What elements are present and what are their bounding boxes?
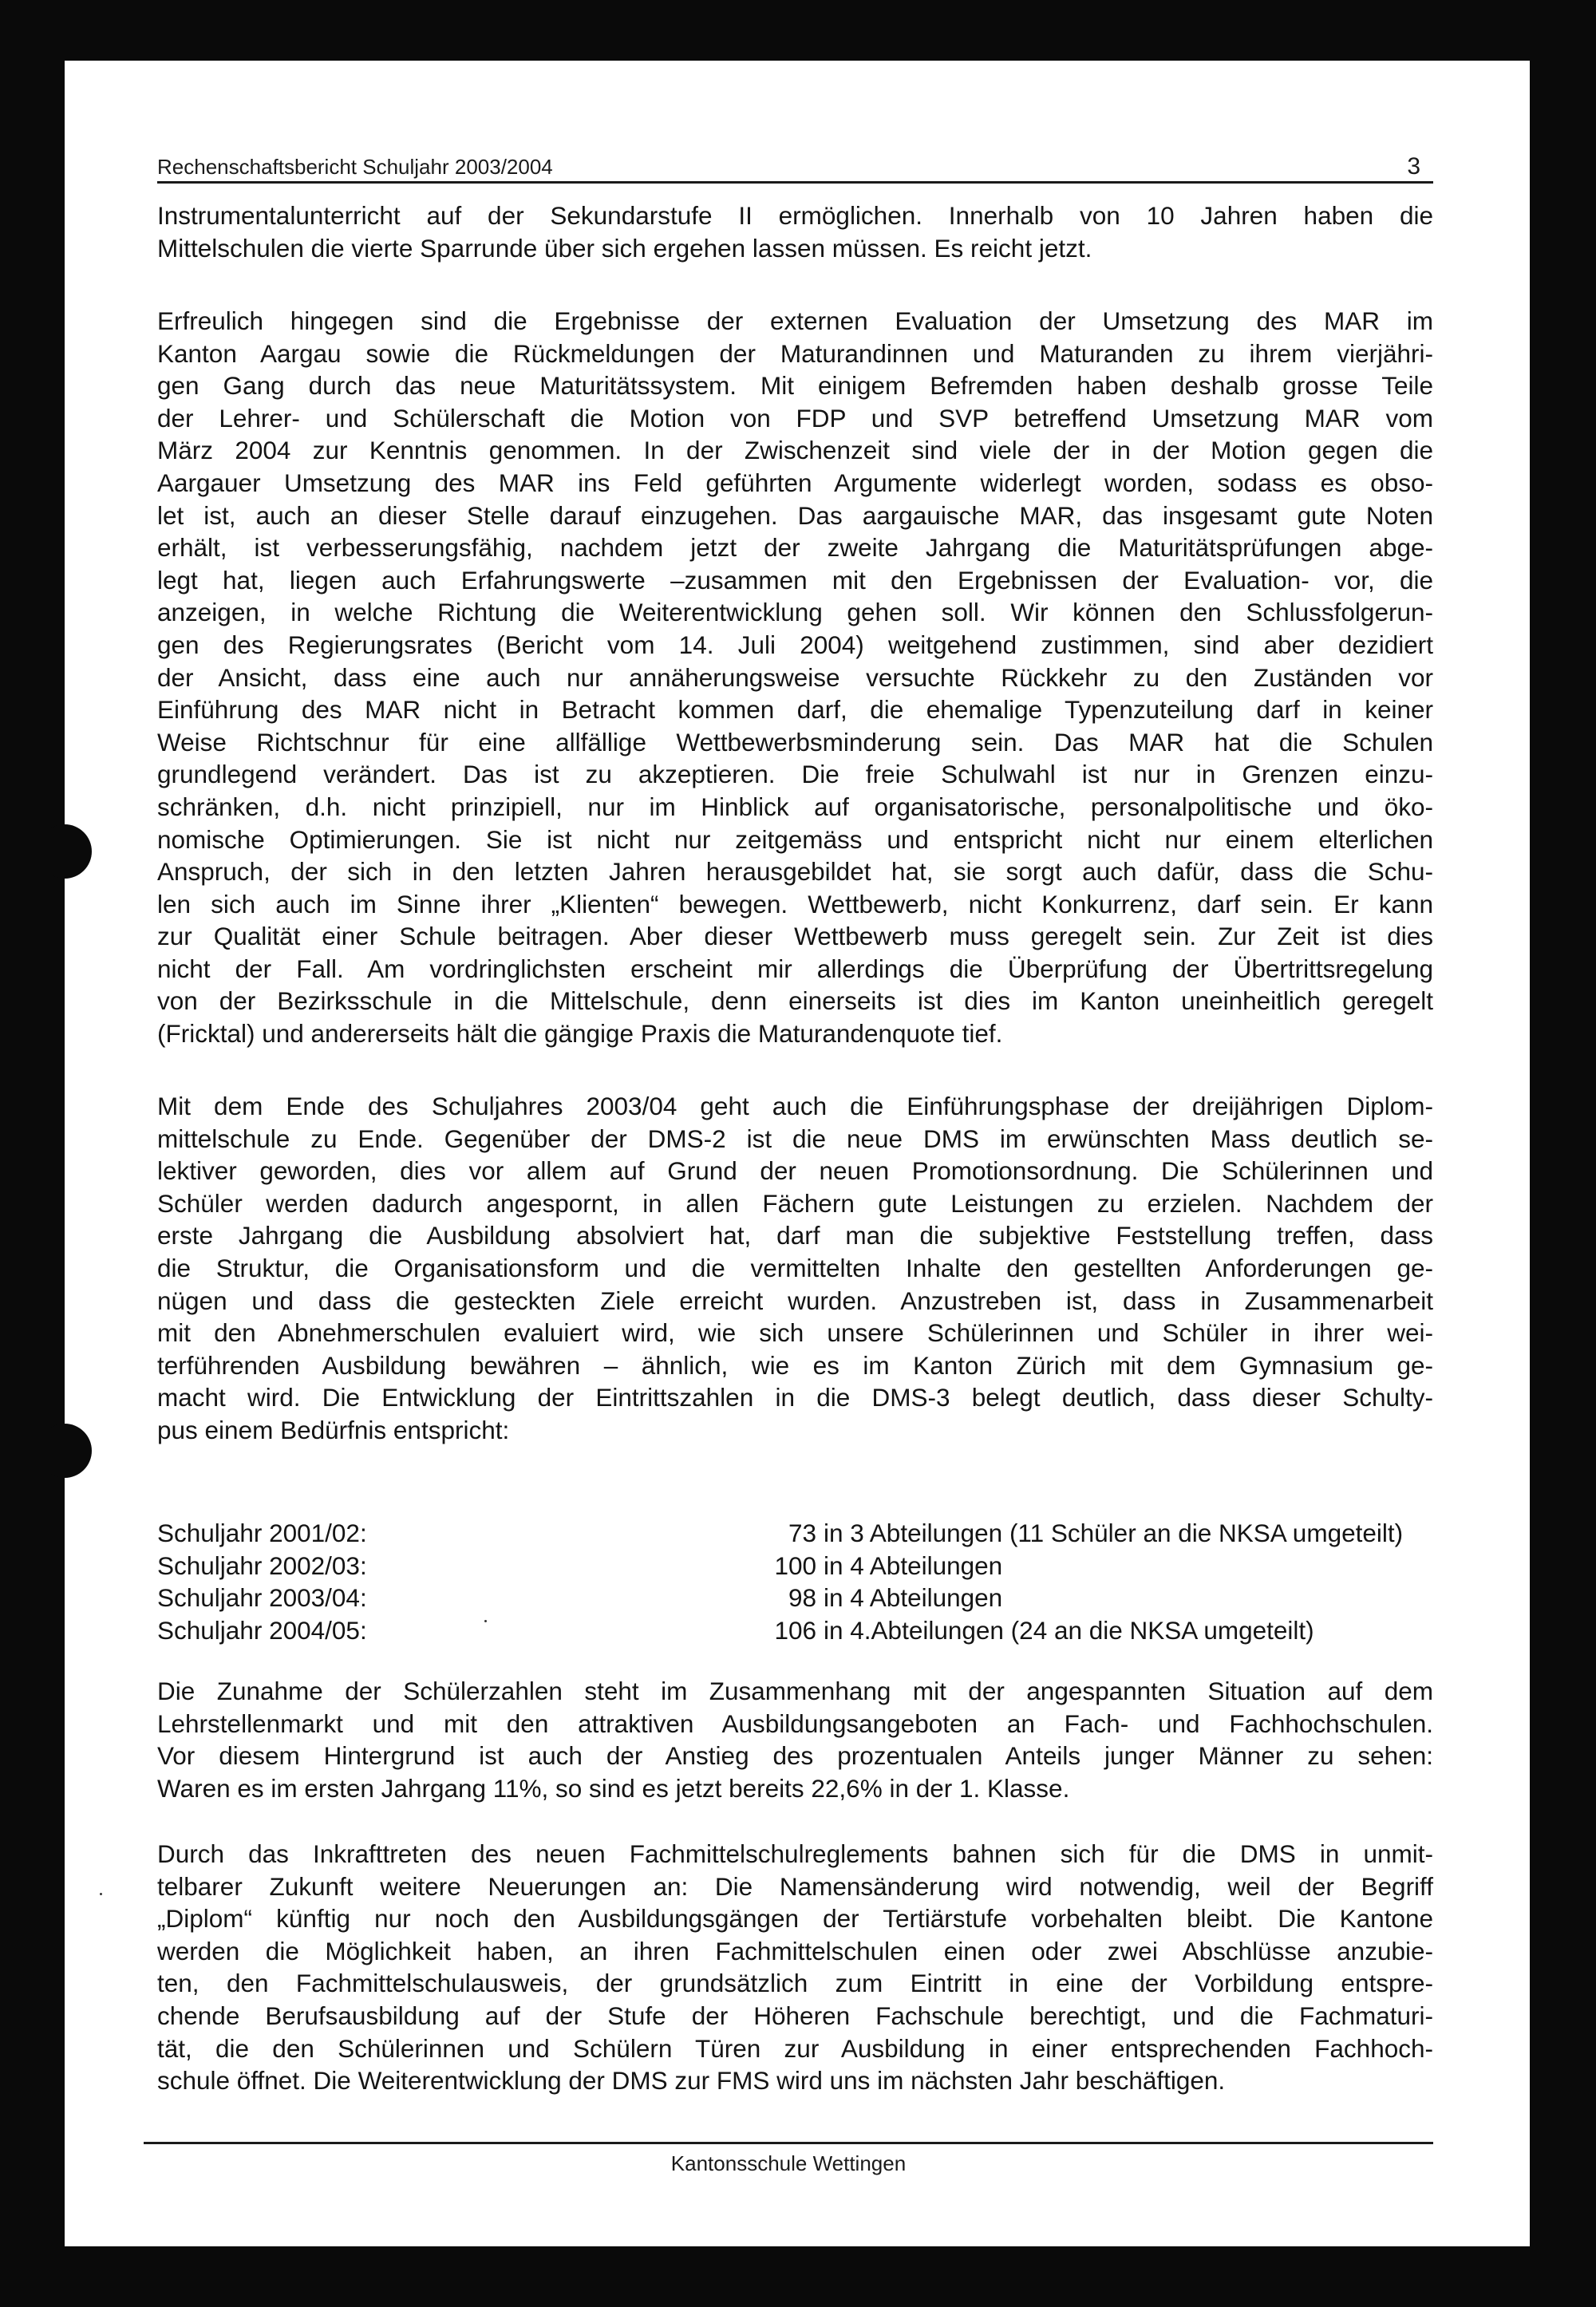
school-year-label: Schuljahr 2002/03: (157, 1551, 367, 1580)
text-line: gen Gang durch das neue Maturitätssystem. Mit einigem Befremden haben deshalb grosse Teile (157, 371, 1433, 401)
text-line: pus einem Bedürfnis entspricht: (157, 1415, 510, 1444)
student-count: 73 (788, 1519, 816, 1547)
text-line: telbarer Zukunft weitere Neuerungen an: Die Namensänderung wird notwendig, weil der Begriff (157, 1871, 1433, 1901)
paragraph-5 (157, 1838, 1433, 2097)
text-line: Vor diesem Hintergrund ist auch der Anstieg des prozentualen Anteils junger Männer zu sehen: (157, 1741, 1433, 1771)
text-line: terführenden Ausbildung bewähren – ähnlich, wie es im Kanton Zürich mit dem Gymnasium ge- (157, 1350, 1433, 1380)
text-line: ten, den Fachmittelschulausweis, der grundsätzlich zum Eintritt in eine der Vorbildung entspre- (157, 1969, 1433, 1998)
paragraph-3 (157, 1090, 1433, 1447)
text-line: Erfreulich hingegen sind die Ergebnisse der externen Evaluation der Umsetzung des MAR im (157, 306, 1433, 335)
text-line: legt hat, liegen auch Erfahrungswerte –zusammen mit den Ergebnissen der Evaluation- vor, die (157, 565, 1433, 595)
text-line: Weise Richtschnur für eine allfällige Wettbewerbsminderung sein. Das MAR hat die Schulen (157, 727, 1433, 756)
text-line: erste Jahrgang die Ausbildung absolviert hat, darf man die subjektive Feststellung treffen, dass (157, 1221, 1433, 1250)
punch-hole (38, 824, 92, 879)
header-rule (157, 181, 1433, 184)
paragraph-2 (157, 305, 1433, 1050)
header-title: Rechenschaftsbericht Schuljahr 2003/2004 (157, 155, 553, 179)
scan-speck (100, 1893, 102, 1895)
document-page (65, 61, 1530, 2246)
text-line: Aargauer Umsetzung des MAR ins Feld geführten Argumente widerlegt worden, sodass es obso- (157, 468, 1433, 497)
text-line: erhält, ist verbesserungsfähig, nachdem jetzt der zweite Jahrgang die Maturitätsprüfungen abge- (157, 533, 1433, 563)
running-header (157, 148, 1433, 180)
text-line: „Diplom“ künftig nur noch den Ausbildungsgängen der Tertiärstufe vorbehalten bleibt. Die Kantone (157, 1904, 1433, 1934)
text-line: Anspruch, der sich in den letzten Jahren herausgebildet hat, sie sorgt auch dafür, dass die Schu- (157, 857, 1433, 887)
text-line: Mit dem Ende des Schuljahres 2003/04 geht auch die Einführungsphase der dreijährigen Diplom- (157, 1092, 1433, 1120)
text-line: macht wird. Die Entwicklung der Eintrittszahlen in die DMS-3 belegt deutlich, dass dieser Schulty- (157, 1383, 1433, 1412)
text-line: mit den Abnehmerschulen evaluiert wird, wie sich unsere Schülerinnen und Schüler in ihrer wei- (157, 1318, 1433, 1348)
text-line: die Struktur, die Organisationsform und die vermittelten Inhalte den gestellten Anforderungen ge- (157, 1253, 1433, 1282)
paragraph-4 (157, 1675, 1433, 1804)
school-year-label: Schuljahr 2004/05: (157, 1615, 367, 1645)
text-line: anzeigen, in welche Richtung die Weiterentwicklung gehen soll. Wir können den Schlussfolgerun- (157, 598, 1433, 627)
paragraph-1 (157, 199, 1433, 264)
text-line: nicht der Fall. Am vordringlichsten erscheint mir allerdings die Überprüfung der Übertrittsregelung (157, 954, 1433, 983)
table-row (157, 1517, 1433, 1550)
enrollment-description: in 3 Abteilungen (11 Schüler an die NKSA umgeteilt) (824, 1519, 1404, 1547)
text-line: werden die Möglichkeit haben, an ihren Fachmittelschulen einen oder zwei Abschlüsse anzubie- (157, 1936, 1433, 1965)
table-row (157, 1582, 1433, 1614)
text-line: tät, die den Schülerinnen und Schülern Türen zur Ausbildung in einer entsprechenden Fachhoch- (157, 2033, 1433, 2063)
text-line: Lehrstellenmarkt und mit den attraktiven Ausbildungsangeboten an Fach- und Fachhochschulen. (157, 1709, 1433, 1738)
text-line: schule öffnet. Die Weiterentwicklung der DMS zur FMS wird uns im nächsten Jahr beschäftigen. (157, 2066, 1226, 2096)
text-line: (Fricktal) und andererseits hält die gängige Praxis die Maturandenquote tief. (157, 1019, 1003, 1049)
student-count: 106 (774, 1615, 816, 1645)
text-line: chende Berufsausbildung auf der Stufe der Höheren Fachschule berechtigt, und die Fachmaturi- (157, 2001, 1433, 2030)
text-line: gen des Regierungsrates (Bericht vom 14. Juli 2004) weitgehend zustimmen, sind aber dezidiert (157, 630, 1433, 659)
text-line: Waren es im ersten Jahrgang 11%, so sind es jetzt bereits 22,6% in der 1. Klasse. (157, 1773, 1070, 1803)
student-count: 98 (788, 1583, 816, 1613)
page-number: 3 (1407, 153, 1420, 180)
enrollment-table (157, 1517, 1433, 1646)
text-line: Kanton Aargau sowie die Rückmeldungen der Maturandinnen und Maturanden zu ihrem vierjähri- (157, 338, 1433, 368)
enrollment-description: in 4 Abteilungen (824, 1551, 1003, 1580)
school-year-label: Schuljahr 2001/02: (157, 1519, 367, 1547)
text-line: len sich auch im Sinne ihrer „Klienten“ bewegen. Wettbewerb, nicht Konkurrenz, darf sein. Er kann (157, 889, 1433, 918)
enrollment-description: in 4.Abteilungen (24 an die NKSA umgeteilt) (824, 1615, 1314, 1645)
student-count: 100 (774, 1551, 816, 1580)
footer-text: Kantonsschule Wettingen (670, 2151, 907, 2175)
text-line: zur Qualität einer Schule beitragen. Aber dieser Wettbewerb muss geregelt sein. Zur Zeit ist dies (157, 922, 1433, 951)
text-line: nomische Optimierungen. Sie ist nicht nur zeitgemäss und entspricht nicht nur einem elterlichen (157, 824, 1433, 854)
text-line: nügen und dass die gesteckten Ziele erreicht wurden. Anzustreben ist, dass in Zusammenarbeit (157, 1286, 1433, 1315)
text-line: Instrumentalunterricht auf der Sekundarstufe II ermöglichen. Innerhalb von 10 Jahren haben die (157, 201, 1433, 230)
text-line: let ist, auch an dieser Stelle darauf einzugehen. Das aargauische MAR, das insgesamt gute Noten (157, 500, 1433, 530)
text-line: Durch das Inkrafttreten des neuen Fachmittelschulreglements bahnen sich für die DMS in unmit- (157, 1839, 1433, 1868)
enrollment-description: in 4 Abteilungen (824, 1583, 1003, 1613)
text-line: schränken, d.h. nicht prinzipiell, nur im Hinblick auf organisatorische, personalpolitische und öko- (157, 792, 1433, 821)
text-line: Die Zunahme der Schülerzahlen steht im Zusammenhang mit der angespannten Situation auf dem (157, 1677, 1433, 1705)
text-line: lektiver geworden, dies vor allem auf Grund der neuen Promotionsordnung. Die Schülerinnen und (157, 1156, 1433, 1186)
text-line: grundlegend verändert. Das ist zu akzeptieren. Die freie Schulwahl ist nur in Grenzen einzu- (157, 760, 1433, 789)
text-line: März 2004 zur Kenntnis genommen. In der Zwischenzeit sind viele der in der Motion gegen die (157, 436, 1433, 465)
punch-hole (38, 1424, 92, 1478)
text-line: mittelschule zu Ende. Gegenüber der DMS-2 ist die neue DMS im erwünschten Mass deutlich se- (157, 1124, 1433, 1153)
text-line: der Ansicht, dass eine auch nur annäherungsweise versuchte Rückkehr zu den Zuständen vor (157, 662, 1433, 692)
table-row (157, 1550, 1433, 1582)
footer-rule (144, 2142, 1433, 2144)
text-line: von der Bezirksschule in die Mittelschule, denn einerseits ist dies im Kanton uneinheitlich geregelt (157, 986, 1433, 1016)
school-year-label: Schuljahr 2003/04: (157, 1583, 367, 1613)
text-line: Einführung des MAR nicht in Betracht kommen darf, die ehemalige Typenzuteilung darf in keiner (157, 695, 1433, 725)
text-line: Mittelschulen die vierte Sparrunde über sich ergehen lassen müssen. Es reicht jetzt. (157, 233, 1092, 263)
scan-speck (484, 1620, 487, 1622)
text-line: der Lehrer- und Schülerschaft die Motion von FDP und SVP betreffend Umsetzung MAR vom (157, 403, 1433, 433)
table-row (157, 1614, 1433, 1647)
text-line: Schüler werden dadurch angespornt, in allen Fächern gute Leistungen zu erzielen. Nachdem der (157, 1188, 1433, 1218)
